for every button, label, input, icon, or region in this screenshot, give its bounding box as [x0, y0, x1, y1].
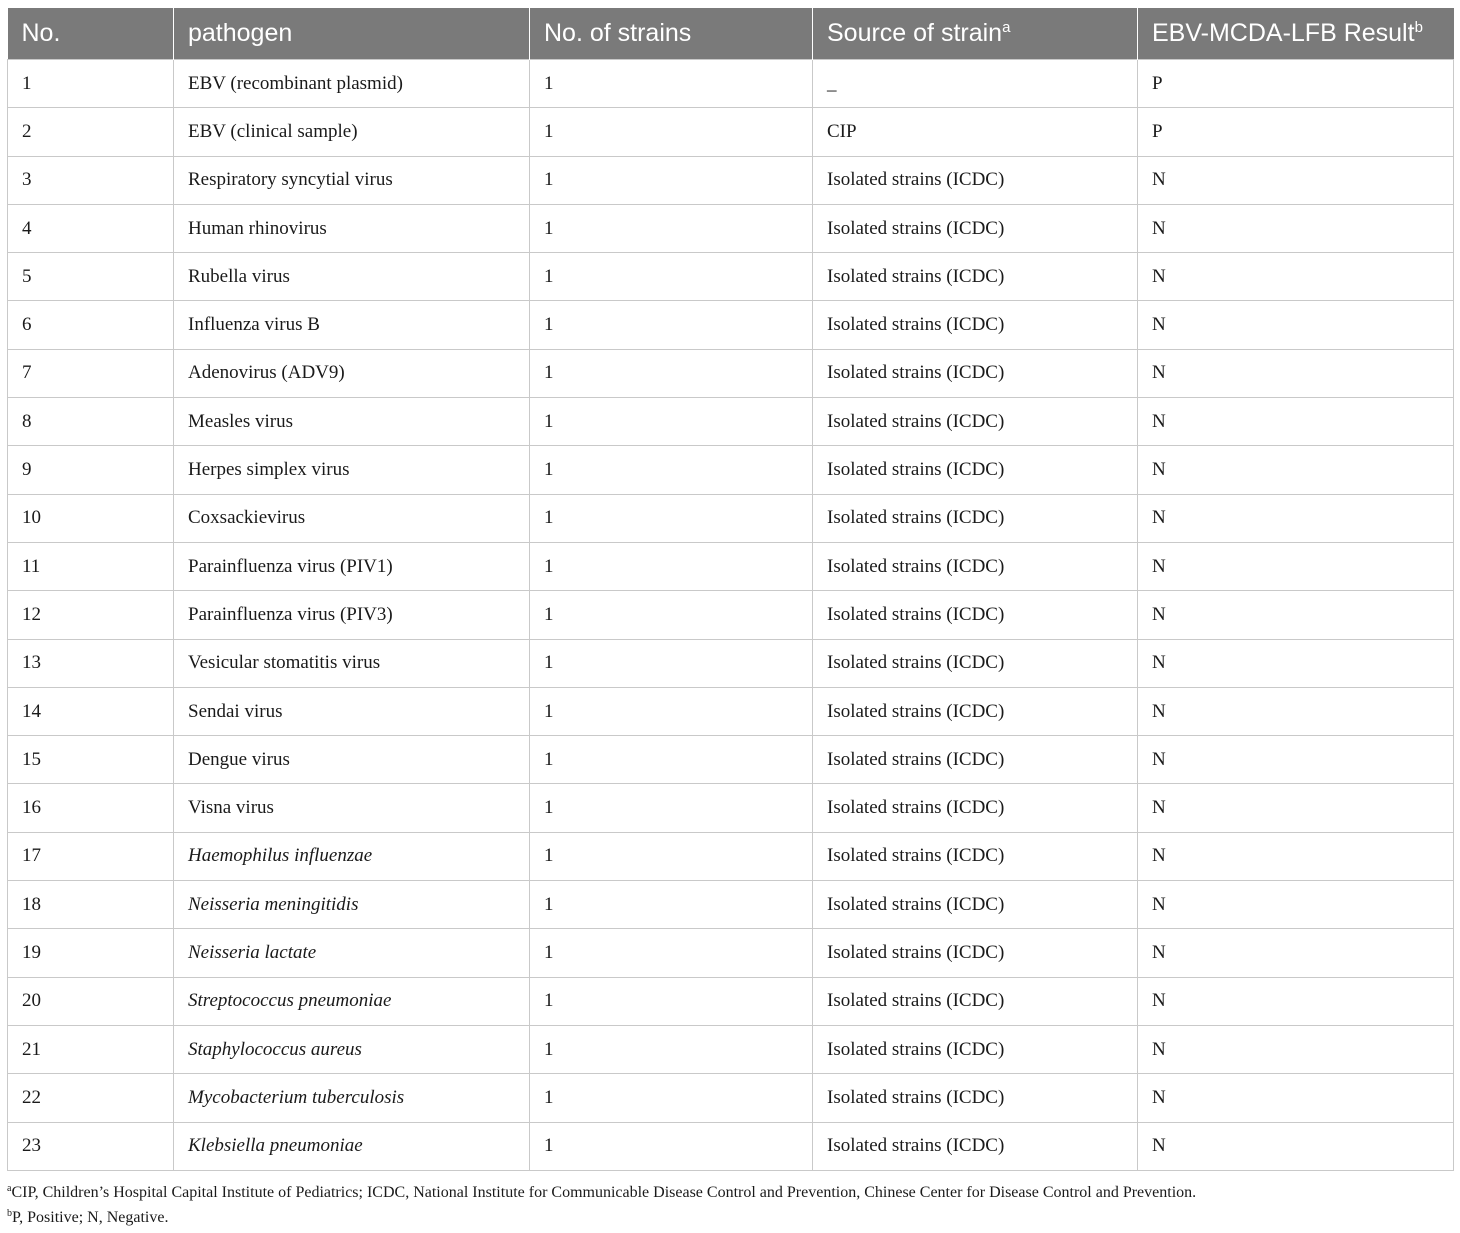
cell-source: Isolated strains (ICDC)	[813, 1025, 1138, 1073]
pathogen-table-container	[7, 8, 1453, 1171]
cell-result: N	[1138, 687, 1454, 735]
cell-strains: 1	[530, 108, 813, 156]
cell-strains: 1	[530, 687, 813, 735]
cell-source: Isolated strains (ICDC)	[813, 301, 1138, 349]
cell-pathogen: Klebsiella pneumoniae	[174, 1122, 530, 1170]
header-result-footnote-mark: b	[1414, 19, 1423, 36]
cell-strains: 1	[530, 832, 813, 880]
header-result-label: EBV-MCDA-LFB Result	[1152, 19, 1415, 47]
cell-pathogen: Coxsackievirus	[174, 494, 530, 542]
cell-source: Isolated strains (ICDC)	[813, 349, 1138, 397]
cell-result: P	[1138, 60, 1454, 108]
cell-source: Isolated strains (ICDC)	[813, 736, 1138, 784]
cell-no: 2	[8, 108, 174, 156]
cell-pathogen: Visna virus	[174, 784, 530, 832]
footnote-a-text: CIP, Children’s Hospital Capital Institute of Pediatrics; ICDC, National Institute for Communicable Disease Control and Prevention, Chinese Center for Disease Control and Prevention.	[11, 1184, 1197, 1201]
table-row	[8, 542, 1454, 590]
footnote-b-mark: b	[7, 1208, 12, 1219]
table-row	[8, 1074, 1454, 1122]
cell-strains: 1	[530, 204, 813, 252]
header-pathogen	[174, 8, 530, 60]
header-source	[813, 8, 1138, 60]
header-result	[1138, 8, 1454, 60]
cell-result: N	[1138, 881, 1454, 929]
cell-strains: 1	[530, 784, 813, 832]
cell-strains: 1	[530, 736, 813, 784]
table-row	[8, 832, 1454, 880]
pathogen-specificity-table	[7, 8, 1454, 1171]
table-row	[8, 398, 1454, 446]
footnote-b	[7, 1205, 1196, 1230]
cell-pathogen: Staphylococcus aureus	[174, 1025, 530, 1073]
header-pathogen-label: pathogen	[188, 19, 293, 47]
table-row	[8, 784, 1454, 832]
cell-result: N	[1138, 204, 1454, 252]
table-row	[8, 881, 1454, 929]
table-footnotes	[7, 1180, 1196, 1230]
cell-no: 4	[8, 204, 174, 252]
cell-no: 18	[8, 881, 174, 929]
cell-strains: 1	[530, 301, 813, 349]
cell-pathogen: EBV (clinical sample)	[174, 108, 530, 156]
cell-pathogen: Parainfluenza virus (PIV1)	[174, 542, 530, 590]
header-source-footnote-mark: a	[1002, 19, 1011, 36]
cell-source: Isolated strains (ICDC)	[813, 929, 1138, 977]
table-row	[8, 929, 1454, 977]
table-row	[8, 349, 1454, 397]
cell-no: 13	[8, 639, 174, 687]
cell-result: N	[1138, 977, 1454, 1025]
cell-pathogen: EBV (recombinant plasmid)	[174, 60, 530, 108]
cell-result: N	[1138, 1122, 1454, 1170]
cell-result: N	[1138, 784, 1454, 832]
cell-result: N	[1138, 1074, 1454, 1122]
cell-pathogen: Vesicular stomatitis virus	[174, 639, 530, 687]
cell-pathogen: Influenza virus B	[174, 301, 530, 349]
cell-result: N	[1138, 156, 1454, 204]
cell-no: 11	[8, 542, 174, 590]
cell-result: N	[1138, 446, 1454, 494]
cell-source: _	[813, 60, 1138, 108]
cell-no: 20	[8, 977, 174, 1025]
table-row	[8, 977, 1454, 1025]
cell-no: 5	[8, 253, 174, 301]
cell-pathogen: Adenovirus (ADV9)	[174, 349, 530, 397]
header-source-label: Source of strain	[827, 19, 1003, 47]
cell-result: N	[1138, 253, 1454, 301]
cell-no: 1	[8, 60, 174, 108]
cell-pathogen: Rubella virus	[174, 253, 530, 301]
table-row	[8, 60, 1454, 108]
cell-strains: 1	[530, 253, 813, 301]
cell-no: 15	[8, 736, 174, 784]
cell-pathogen: Sendai virus	[174, 687, 530, 735]
cell-result: N	[1138, 1025, 1454, 1073]
cell-source: Isolated strains (ICDC)	[813, 156, 1138, 204]
cell-no: 10	[8, 494, 174, 542]
cell-strains: 1	[530, 929, 813, 977]
cell-strains: 1	[530, 542, 813, 590]
cell-strains: 1	[530, 349, 813, 397]
cell-no: 12	[8, 591, 174, 639]
header-strains-label: No. of strains	[544, 19, 692, 47]
table-row	[8, 736, 1454, 784]
header-strains	[530, 8, 813, 60]
cell-result: N	[1138, 398, 1454, 446]
cell-source: Isolated strains (ICDC)	[813, 977, 1138, 1025]
header-no-label: No.	[21, 19, 61, 47]
cell-no: 9	[8, 446, 174, 494]
cell-pathogen: Parainfluenza virus (PIV3)	[174, 591, 530, 639]
cell-no: 23	[8, 1122, 174, 1170]
cell-pathogen: Respiratory syncytial virus	[174, 156, 530, 204]
cell-no: 6	[8, 301, 174, 349]
cell-no: 7	[8, 349, 174, 397]
cell-source: Isolated strains (ICDC)	[813, 687, 1138, 735]
footnote-a-mark: a	[7, 1183, 12, 1194]
cell-strains: 1	[530, 639, 813, 687]
footnote-a	[7, 1180, 1196, 1205]
cell-source: Isolated strains (ICDC)	[813, 832, 1138, 880]
cell-strains: 1	[530, 494, 813, 542]
cell-strains: 1	[530, 881, 813, 929]
cell-no: 22	[8, 1074, 174, 1122]
cell-source: Isolated strains (ICDC)	[813, 253, 1138, 301]
table-row	[8, 591, 1454, 639]
cell-result: N	[1138, 542, 1454, 590]
cell-source: Isolated strains (ICDC)	[813, 204, 1138, 252]
cell-pathogen: Mycobacterium tuberculosis	[174, 1074, 530, 1122]
cell-source: Isolated strains (ICDC)	[813, 784, 1138, 832]
cell-strains: 1	[530, 156, 813, 204]
cell-source: Isolated strains (ICDC)	[813, 446, 1138, 494]
cell-pathogen: Herpes simplex virus	[174, 446, 530, 494]
cell-strains: 1	[530, 446, 813, 494]
table-row	[8, 204, 1454, 252]
cell-strains: 1	[530, 1122, 813, 1170]
cell-source: Isolated strains (ICDC)	[813, 1074, 1138, 1122]
cell-no: 21	[8, 1025, 174, 1073]
cell-pathogen: Neisseria meningitidis	[174, 881, 530, 929]
table-row	[8, 687, 1454, 735]
cell-source: Isolated strains (ICDC)	[813, 494, 1138, 542]
cell-source: Isolated strains (ICDC)	[813, 881, 1138, 929]
cell-pathogen: Neisseria lactate	[174, 929, 530, 977]
table-body	[8, 60, 1454, 1171]
cell-no: 19	[8, 929, 174, 977]
cell-no: 17	[8, 832, 174, 880]
cell-result: N	[1138, 929, 1454, 977]
cell-result: N	[1138, 301, 1454, 349]
table-row	[8, 108, 1454, 156]
table-row	[8, 1025, 1454, 1073]
header-no	[8, 8, 174, 60]
cell-source: CIP	[813, 108, 1138, 156]
table-row	[8, 494, 1454, 542]
cell-pathogen: Human rhinovirus	[174, 204, 530, 252]
cell-no: 8	[8, 398, 174, 446]
cell-source: Isolated strains (ICDC)	[813, 1122, 1138, 1170]
cell-no: 14	[8, 687, 174, 735]
cell-result: N	[1138, 736, 1454, 784]
header-row	[8, 8, 1454, 60]
cell-strains: 1	[530, 398, 813, 446]
cell-source: Isolated strains (ICDC)	[813, 591, 1138, 639]
cell-result: P	[1138, 108, 1454, 156]
cell-pathogen: Haemophilus influenzae	[174, 832, 530, 880]
cell-pathogen: Measles virus	[174, 398, 530, 446]
cell-result: N	[1138, 349, 1454, 397]
cell-source: Isolated strains (ICDC)	[813, 542, 1138, 590]
table-row	[8, 156, 1454, 204]
cell-pathogen: Streptococcus pneumoniae	[174, 977, 530, 1025]
cell-result: N	[1138, 832, 1454, 880]
cell-source: Isolated strains (ICDC)	[813, 398, 1138, 446]
table-row	[8, 639, 1454, 687]
cell-strains: 1	[530, 1074, 813, 1122]
cell-strains: 1	[530, 977, 813, 1025]
table-row	[8, 301, 1454, 349]
cell-strains: 1	[530, 1025, 813, 1073]
table-row	[8, 253, 1454, 301]
cell-no: 3	[8, 156, 174, 204]
cell-result: N	[1138, 494, 1454, 542]
cell-source: Isolated strains (ICDC)	[813, 639, 1138, 687]
cell-no: 16	[8, 784, 174, 832]
footnote-b-text: P, Positive; N, Negative.	[12, 1209, 169, 1226]
table-row	[8, 446, 1454, 494]
table-header	[8, 8, 1454, 60]
cell-strains: 1	[530, 591, 813, 639]
cell-pathogen: Dengue virus	[174, 736, 530, 784]
table-row	[8, 1122, 1454, 1170]
cell-result: N	[1138, 591, 1454, 639]
cell-result: N	[1138, 639, 1454, 687]
cell-strains: 1	[530, 60, 813, 108]
